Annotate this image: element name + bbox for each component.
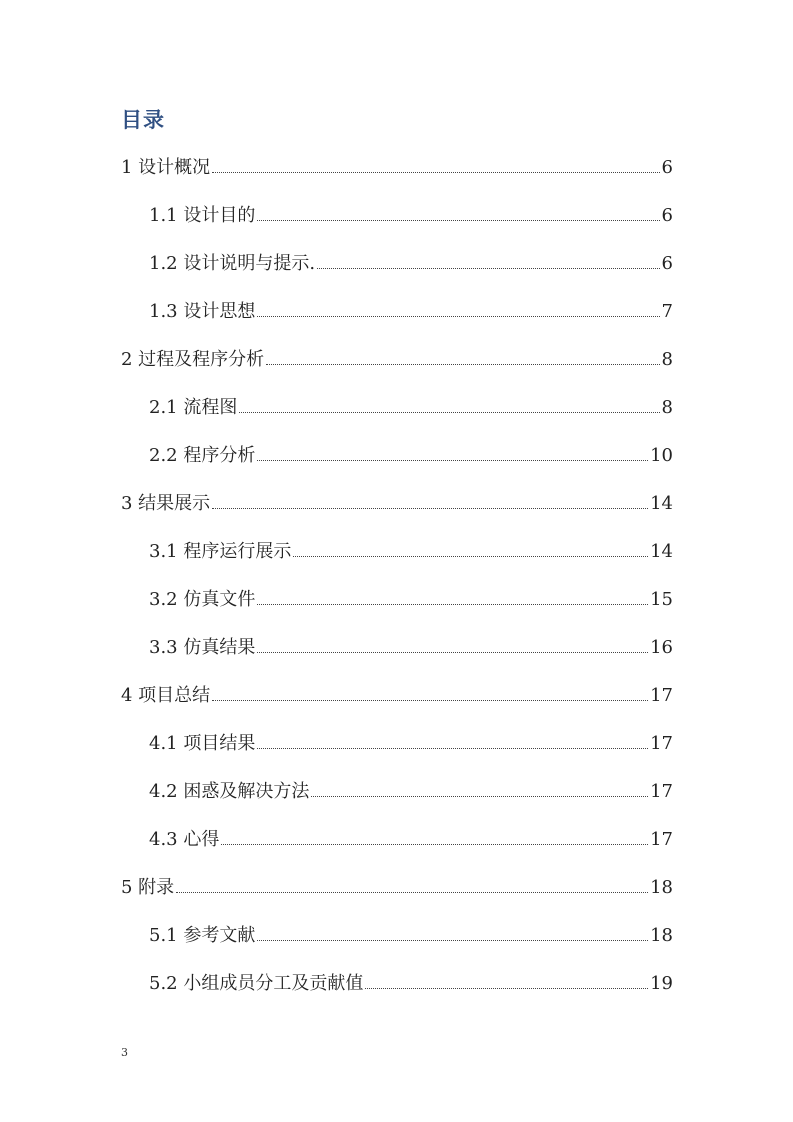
- toc-leader-dots: [266, 363, 659, 365]
- toc-leader-dots: [212, 507, 648, 509]
- toc-entry[interactable]: [149, 924, 673, 948]
- toc-leader-dots: [257, 603, 648, 605]
- toc-page-number: 8: [661, 397, 673, 418]
- toc-entry-text: 3.3 仿真结果: [149, 637, 256, 658]
- toc-entry[interactable]: [149, 540, 673, 564]
- toc-page-number: 15: [650, 589, 673, 610]
- toc-entry-text: 1 设计概况: [121, 157, 211, 178]
- toc-entry-text: 3 结果展示: [121, 493, 211, 514]
- toc-leader-dots: [257, 315, 659, 317]
- toc-entry[interactable]: [121, 492, 673, 516]
- toc-entry[interactable]: [149, 780, 673, 804]
- toc-entry[interactable]: [149, 252, 673, 276]
- toc-entry[interactable]: [149, 204, 673, 228]
- toc-page-number: 17: [650, 829, 673, 850]
- toc-leader-dots: [257, 747, 648, 749]
- toc-entry-text: 2.2 程序分析: [149, 445, 256, 466]
- toc-leader-dots: [311, 795, 648, 797]
- toc-leader-dots: [293, 555, 648, 557]
- toc-page-number: 16: [650, 637, 673, 658]
- toc-leader-dots: [257, 219, 659, 221]
- toc-page-number: 18: [650, 877, 673, 898]
- toc-entry-text: 2 过程及程序分析: [121, 349, 265, 370]
- toc-entry-text: 3.1 程序运行展示: [149, 541, 292, 562]
- toc-entry-text: 3.2 仿真文件: [149, 589, 256, 610]
- toc-leader-dots: [221, 843, 648, 845]
- toc-entry[interactable]: [149, 636, 673, 660]
- toc-page-number: 6: [661, 253, 673, 274]
- toc-entry[interactable]: [121, 876, 673, 900]
- toc-entry-text: 5 附录: [121, 877, 175, 898]
- toc-page-number: 19: [650, 973, 673, 994]
- toc-page-number: 17: [650, 781, 673, 802]
- toc-page-number: 14: [650, 493, 673, 514]
- toc-page-number: 14: [650, 541, 673, 562]
- toc-entry-text: 5.1 参考文献: [149, 925, 256, 946]
- toc-entry[interactable]: [121, 348, 673, 372]
- toc-page-number: 8: [661, 349, 673, 370]
- toc-entry-text: 4.2 困惑及解决方法: [149, 781, 310, 802]
- toc-entry-text: 4.3 心得: [149, 829, 220, 850]
- toc-title: 目录: [121, 108, 165, 132]
- toc-entry[interactable]: [149, 732, 673, 756]
- toc-page-number: 17: [650, 685, 673, 706]
- toc-entry-text: 4 项目总结: [121, 685, 211, 706]
- toc-leader-dots: [212, 171, 659, 173]
- toc-entry-text: 5.2 小组成员分工及贡献值: [149, 973, 364, 994]
- toc-page-number: 6: [661, 157, 673, 178]
- toc-entry[interactable]: [149, 828, 673, 852]
- toc-leader-dots: [257, 459, 648, 461]
- toc-page-number: 18: [650, 925, 673, 946]
- toc-leader-dots: [257, 939, 648, 941]
- toc-leader-dots: [317, 267, 659, 269]
- toc-entry[interactable]: [149, 396, 673, 420]
- toc-entry[interactable]: [149, 444, 673, 468]
- toc-entry-text: 1.3 设计思想: [149, 301, 256, 322]
- toc-entry[interactable]: [121, 684, 673, 708]
- toc-entry-text: 1.1 设计目的: [149, 205, 256, 226]
- toc-page-number: 10: [650, 445, 673, 466]
- toc-leader-dots: [239, 411, 659, 413]
- toc-entry[interactable]: [149, 300, 673, 324]
- toc-page-number: 6: [661, 205, 673, 226]
- toc-entry-text: 1.2 设计说明与提示.: [149, 253, 316, 274]
- toc-page-number: 7: [661, 301, 673, 322]
- toc-leader-dots: [176, 891, 648, 893]
- toc-entry[interactable]: [149, 972, 673, 996]
- page-number: 3: [121, 1046, 128, 1059]
- toc-page-number: 17: [650, 733, 673, 754]
- toc-entry-text: 2.1 流程图: [149, 397, 238, 418]
- toc-entry[interactable]: [121, 156, 673, 180]
- toc-entry[interactable]: [149, 588, 673, 612]
- toc-entry-text: 4.1 项目结果: [149, 733, 256, 754]
- toc-leader-dots: [365, 987, 648, 989]
- toc-leader-dots: [257, 651, 648, 653]
- toc-leader-dots: [212, 699, 648, 701]
